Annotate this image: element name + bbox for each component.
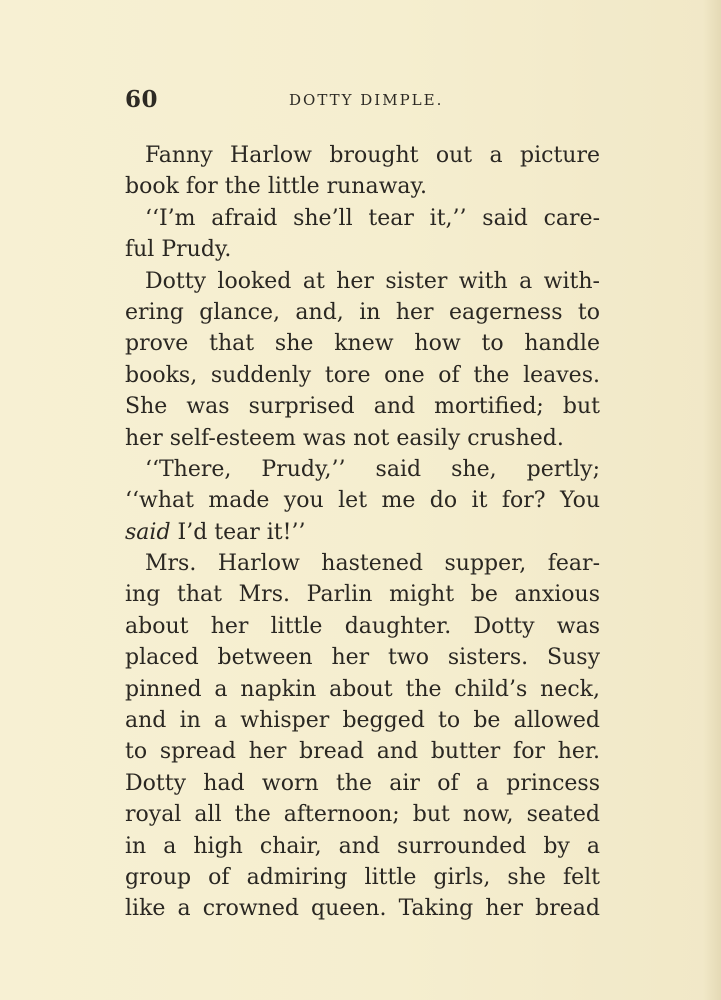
text-line: group of admiring little girls, she felt (125, 864, 600, 890)
text-line: ful Prudy. (125, 237, 232, 263)
running-title: DOTTY DIMPLE. (289, 91, 444, 109)
text-line: ‘‘There, Prudy,’’ said she, pertly; (145, 456, 600, 482)
page-number: 60 (125, 86, 159, 113)
text-line: Fanny Harlow brought out a picture (145, 143, 600, 168)
text-line: her self-esteem was not easily crushed. (125, 425, 564, 451)
page-header (125, 86, 600, 118)
text-line: She was surprised and mortified; but (125, 394, 600, 420)
text-line-mixed (125, 517, 600, 548)
text-line: to spread her bread and butter for her. (125, 739, 600, 765)
text-line: ing that Mrs. Parlin might be anxious (125, 582, 600, 608)
text-line: books, suddenly tore one of the leaves. (125, 362, 600, 388)
text-line: prove that she knew how to handle (125, 331, 600, 357)
text-line: Dotty had worn the air of a princess (125, 770, 600, 796)
text-line: Mrs. Harlow hastened supper, fear- (145, 551, 600, 577)
text-fragment: I’d tear it!’’ (170, 519, 306, 545)
text-line: book for the little runaway. (125, 174, 428, 200)
text-line: in a high chair, and surrounded by a (125, 833, 600, 859)
text-line: like a crowned queen. Taking her bread (125, 896, 600, 922)
text-line: about her little daughter. Dotty was (125, 613, 600, 639)
page-edge-shadow (703, 0, 721, 1000)
italic-word: said (125, 519, 171, 545)
page-body-text (125, 140, 600, 925)
text-line: Dotty looked at her sister with a with- (145, 268, 600, 294)
text-line: and in a whisper begged to be allowed (125, 708, 600, 734)
text-line: ‘‘I’m afraid she’ll tear it,’’ said care- (145, 205, 600, 231)
text-line: placed between her two sisters. Susy (125, 645, 600, 671)
text-line: ering glance, and, in her eagerness to (125, 299, 600, 325)
text-line: pinned a napkin about the child’s neck, (125, 676, 600, 702)
text-line: royal all the afternoon; but now, seated (125, 802, 600, 828)
text-line: ‘‘what made you let me do it for? You (125, 488, 600, 514)
